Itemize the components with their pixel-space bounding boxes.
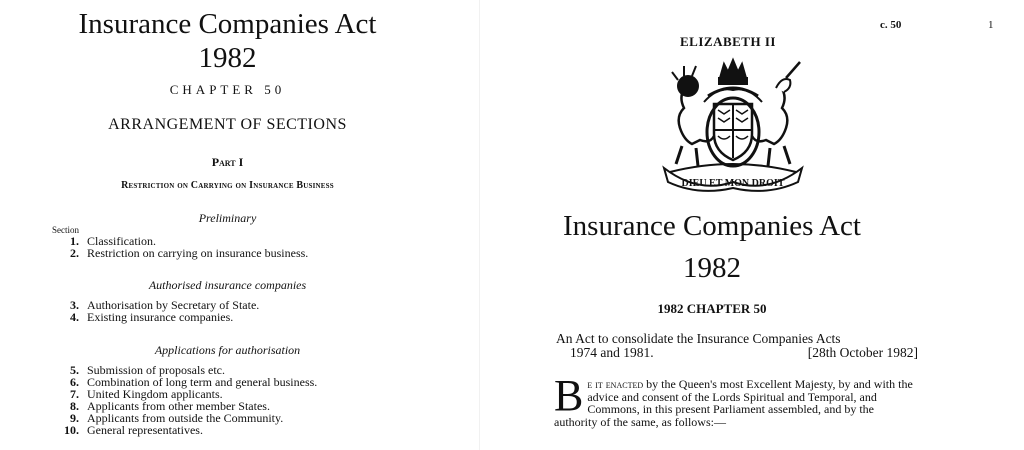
section-title: United Kingdom applicants. (87, 387, 223, 401)
section-title: Restriction on carrying on insurance business. (87, 246, 309, 260)
act-year: 1982 (683, 252, 741, 284)
long-title (556, 332, 918, 360)
chapter-label: CHAPTER 50 (169, 82, 286, 97)
section-number: 3. (70, 298, 79, 312)
section-title: Applicants from outside the Community. (87, 411, 284, 425)
chapter-reference: c. 50 (880, 19, 902, 31)
enacting-formula (554, 371, 918, 429)
section-number: 6. (70, 375, 79, 389)
long-title-line: An Act to consolidate the Insurance Companies Acts (556, 331, 841, 346)
contents-page (0, 0, 480, 450)
enacting-text: by the Queen's most Excellent Majesty, by and with the advice and consent of the Lords Spiritual and Temporal, and Commons, in this present Parliament assembled, and by the authority of the same, as follows:— (554, 377, 913, 429)
part-title: Restriction on Carrying on Insurance Business (121, 180, 334, 191)
section-title: Combination of long term and general business. (87, 375, 318, 389)
section-title: General representatives. (87, 423, 203, 437)
section-number: 2. (70, 246, 79, 260)
section-number: 4. (70, 310, 79, 324)
section-list (52, 299, 259, 323)
section-title: Applicants from other member States. (87, 399, 270, 413)
section-number: 5. (70, 363, 79, 377)
section-number: 7. (70, 387, 79, 401)
section-title: Classification. (87, 234, 156, 248)
long-title-line (556, 346, 918, 360)
act-year: 1982 (198, 42, 257, 74)
section-title: Existing insurance companies. (87, 310, 234, 324)
royal-coat-of-arms-icon (658, 56, 808, 194)
drop-cap: B (554, 371, 584, 420)
page-number: 1 (988, 19, 994, 31)
section-number: 1. (70, 234, 79, 248)
group-heading: Authorised insurance companies (148, 278, 307, 292)
act-title: Insurance Companies Act (563, 210, 861, 242)
part-label: Part I (211, 155, 244, 169)
long-title-text: 1974 and 1981. (570, 345, 654, 360)
royal-assent-date: [28th October 1982] (807, 345, 918, 360)
section-list (52, 364, 317, 436)
crest-motto: DIEU ET MON DROIT (681, 178, 785, 189)
act-title: Insurance Companies Act (78, 8, 377, 40)
section-column-label: Section (52, 225, 79, 235)
group-heading: Preliminary (198, 211, 257, 225)
section-list (52, 235, 308, 259)
section-entry (52, 247, 308, 259)
monarch-heading: ELIZABETH II (680, 34, 776, 49)
enacting-opening: e it enacted (587, 377, 644, 391)
section-entry (52, 311, 259, 323)
section-title: Submission of proposals etc. (87, 363, 225, 377)
arrangement-heading: ARRANGEMENT OF SECTIONS (108, 116, 347, 133)
section-title: Authorisation by Secretary of State. (87, 298, 260, 312)
title-page (480, 0, 1024, 450)
section-number: 10. (64, 423, 79, 437)
section-entry (52, 424, 317, 436)
chapter-heading: 1982 CHAPTER 50 (657, 301, 767, 316)
section-number: 9. (70, 411, 79, 425)
section-number: 8. (70, 399, 79, 413)
group-heading: Applications for authorisation (154, 343, 301, 357)
